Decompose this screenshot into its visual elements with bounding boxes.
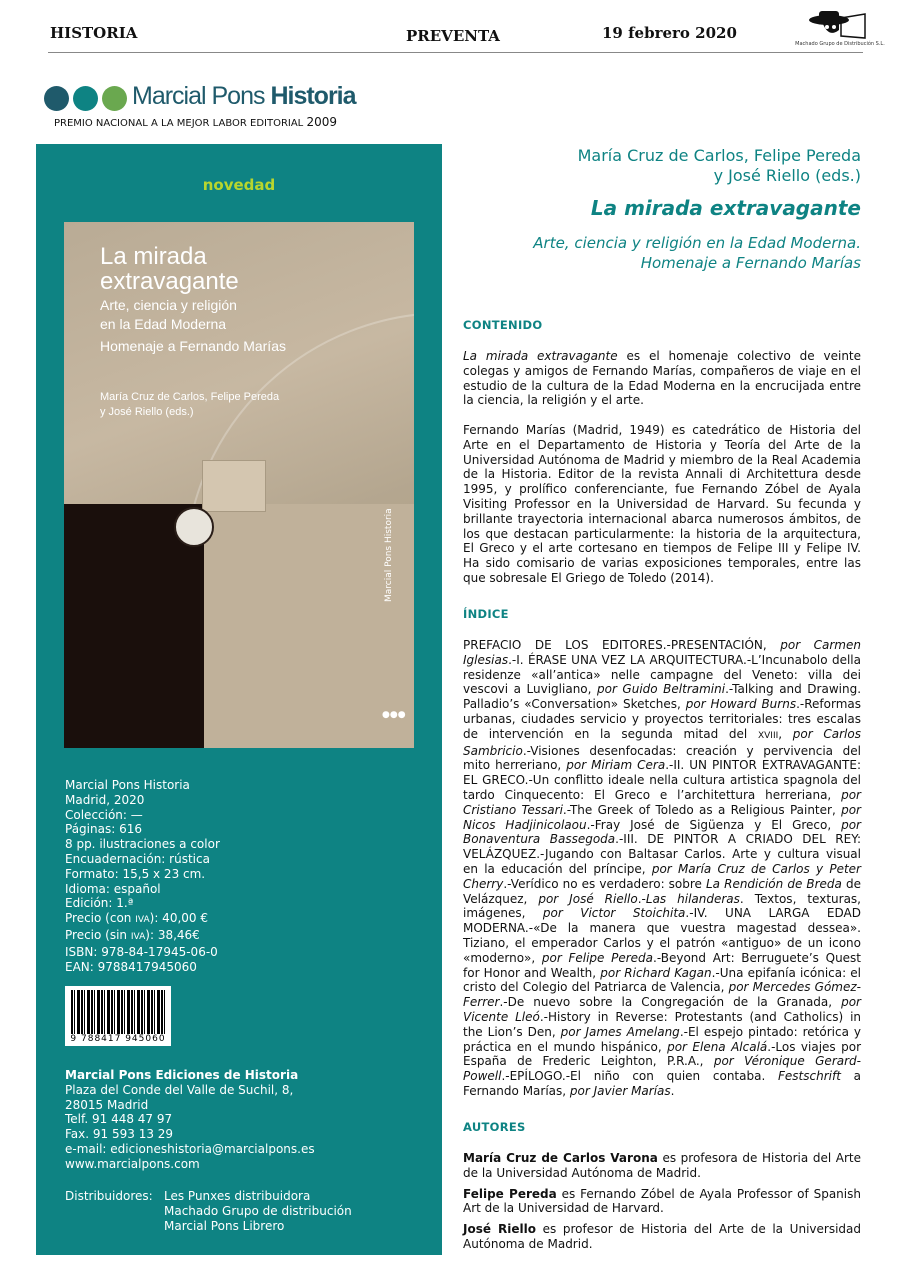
book-title: La mirada extravagante [590,196,861,220]
distributor-item: Les Punxes distribuidora [164,1189,311,1203]
spec-line: Marcial Pons Historia [65,778,190,792]
contenido-heading: CONTENIDO [463,318,543,332]
cover-spine-label: Marcial Pons Historia [384,508,394,602]
header-date: 19 febrero 2020 [602,24,737,42]
spec-line: Formato: 15,5 x 23 cm. [65,866,206,881]
price-with-vat: Precio (con IVA): 40,00 € [65,911,208,926]
cover-title: La mirada extravagante [100,243,239,295]
author-entry: María Cruz de Carlos Varona es profesora de Historia del Arte de la Universidad Autónoma de Madrid. [463,1151,862,1180]
autores-heading: AUTORES [463,1120,526,1134]
cover-authors: María Cruz de Carlos, Felipe Pereda y José Riello (eds.) [100,391,280,418]
indice-paragraph: PREFACIO DE LOS EDITORES.-PRESENTACIÓN, por Carmen Iglesias.-I. ÉRASE UNA VEZ LA ARQUITECTURA.-L’Incunabolo della residenze «all’antica» nelle campagne del Veneto: villa dei vescovi a Luvigliano, por Guido Beltramini.-Talking and Drawing. Palladio’s «Conversation» Sketches, por Howard Burns.-Reformas urbanas, ciudades servicio y proyectos territoriales: tres escalas de intervención en la segunda mitad del XVIII, por Carlos Sambricio.-Visiones desenfocadas: creación y pervivencia del mito herreriano, por Miriam Cera.-II. UN PINTOR EXTRAVAGANTE: EL GRECO.-Un conflitto ideale nella cultura artistica spagnola del tardo Cinquecento: El Greco e l’architettura herreriana, por Cristiano Tessari.-The Greek of Toledo as a Religious Painter, por Nicos Hadjinicolaou.-Fray José de Sigüenza y El Greco, por Bonaventura Bassegoda.-III. DE PINTOR A CRIADO DEL REY: VELÁZQUEZ.-Jugando con Baltasar Carlos. Arte y cultura visual en la educación del príncipe, por María Cruz de Carlos y Peter Cherry.-Verídico no es verdadero: sobre La Rendición de Breda de Velázquez, por José Riello.-Las hilanderas. Textos, texturas, imágenes, por Victor Stoichita.-IV. UNA LARGA EDAD MODERNA.-«De la manera que vuestra magestad dessea». Tiziano, el emperador Carlos y el patrón «antiguo» de un icono «moderno», por Felipe Pereda.-Beyond Art: Berruguete’s Quest for Honor and Wealth, por Richard Kagan.-Una epifanía icónica: el cristo del Colegio del Patriarca de Valencia, por Mercedes Gómez-Ferrer.-De nuevo sobre la Congregación de la Granada, por Vicente Lleó.-History in Reverse: Protestants (and Catholics) in the Lion’s Den, por James Amelang.-El espejo pintado: retórica y práctica en el mundo hispánico, por Elena Alcalá.-Los viajes por España de Frederic Leighton, P.R.A., por Véronique Gerard-Powell.-EPÍLOGO.-El niño con quien contaba. Festschrift a Fernando Marías, por Javier Marías. [463,638,862,1098]
contenido-text [463,349,861,586]
distributor-item: Machado Grupo de distribución [164,1203,352,1218]
cover-logo-dots: ●●● [382,710,406,720]
author-entry: Felipe Pereda es Fernando Zóbel de Ayala Professor of Spanish Art de la Universidad de Harvard. [463,1186,861,1216]
publisher-web[interactable]: www.marcialpons.com [65,1156,200,1171]
spec-line: Colección: — [65,807,143,822]
barcode-number: 9 788417 945060 [70,1034,166,1044]
distributors-list [164,1189,352,1233]
price-without-vat: Precio (sin IVA): 38,46€ [65,927,200,942]
autores-list [463,1151,861,1252]
book-cover [64,222,414,748]
cover-homage: Homenaje a Fernando Marías [100,338,286,354]
distributor-caption: Machado Grupo de Distribución S.L. [795,41,885,47]
spec-line: 8 pp. ilustraciones a color [65,837,220,852]
distributor-logo [795,8,885,50]
isbn: ISBN: 978-84-17945-06-0 [65,944,218,959]
publisher-city: 28015 Madrid [65,1097,149,1112]
indice-heading: ÍNDICE [463,607,509,621]
spec-line: Idioma: español [65,881,161,896]
spec-line: Páginas: 616 [65,822,142,837]
ean: EAN: 9788417945060 [65,959,197,974]
contenido-paragraph: La mirada extravagante es el homenaje colectivo de veinte colegas y amigos de Fernando Marías, compañeros de viaje en el estudio de la cultura de la Edad Moderna en la encrucijada entre la ciencia, la religión y el arte. [463,349,862,408]
cover-subtitle: Arte, ciencia y religión en la Edad Moderna [100,297,237,332]
cover-square [202,460,266,512]
prize-line: PREMIO NACIONAL A LA MEJOR LABOR EDITORIAL 2009 [54,115,337,129]
book-authors: María Cruz de Carlos, Felipe Pereda y José Riello (eds.) [577,146,861,185]
sidebar [36,144,442,1255]
contenido-paragraph: Fernando Marías (Madrid, 1949) es catedrático de Historia del Arte en el Departamento de Historia y Teoría del Arte de la Universidad Autónoma de Madrid y miembro de la Real Academia de la Historia. Editor de la revista Annali di Architettura desde 1995, y prolífico conferenciante, fue Fernando Zóbel de Ayala Visiting Professor en la Universidad de Harvard. Su fecunda y brillante trayectoria internacional abarca numerosos ámbitos, de los que destacan particularmente: la historia de la arquitectura, El Greco y el arte cortesano en tiempos de Felipe III y Felipe IV. Ha sido comisario de varias exposiciones temporales, entre las que sobresale El Griego de Toledo (2014). [463,422,861,585]
logo-circle-icon [73,86,98,111]
distributor-item: Marcial Pons Librero [164,1218,285,1233]
header-divider [48,52,863,53]
publisher-email[interactable]: e-mail: edicioneshistoria@marcialpons.es [65,1141,315,1156]
book-subtitle: Arte, ciencia y religión en la Edad Moderna. Homenaje a Fernando Marías [533,234,861,272]
publisher-fax: Fax. 91 593 13 29 [65,1127,174,1142]
cover-lamp [174,507,214,547]
spec-line: Encuadernación: rústica [65,851,210,866]
brand-name: Marcial Pons Historia [132,82,356,110]
spec-line: Madrid, 2020 [65,792,145,807]
barcode-bars [71,990,165,1034]
hat-figure-icon [795,8,885,42]
spec-line: Edición: 1.ª [65,896,134,911]
book-specs [65,778,220,974]
author-entry: José Riello es profesor de Historia del Arte de la Universidad Autónoma de Madrid. [463,1222,861,1251]
publisher-contact [65,1068,315,1172]
publisher-address: Plaza del Conde del Valle de Suchil, 8, [65,1082,294,1097]
distributors-label: Distribuidores: [65,1189,153,1203]
header-section: HISTORIA [50,24,138,42]
header-status: PREVENTA [406,27,500,45]
novedad-badge: novedad [202,176,276,194]
publisher-phone: Telf. 91 448 47 97 [65,1112,173,1127]
logo-circle-icon [102,86,127,111]
indice-text [463,638,861,1099]
logo-circle-icon [44,86,69,111]
barcode [65,986,171,1046]
publisher-name: Marcial Pons Ediciones de Historia [65,1068,299,1082]
